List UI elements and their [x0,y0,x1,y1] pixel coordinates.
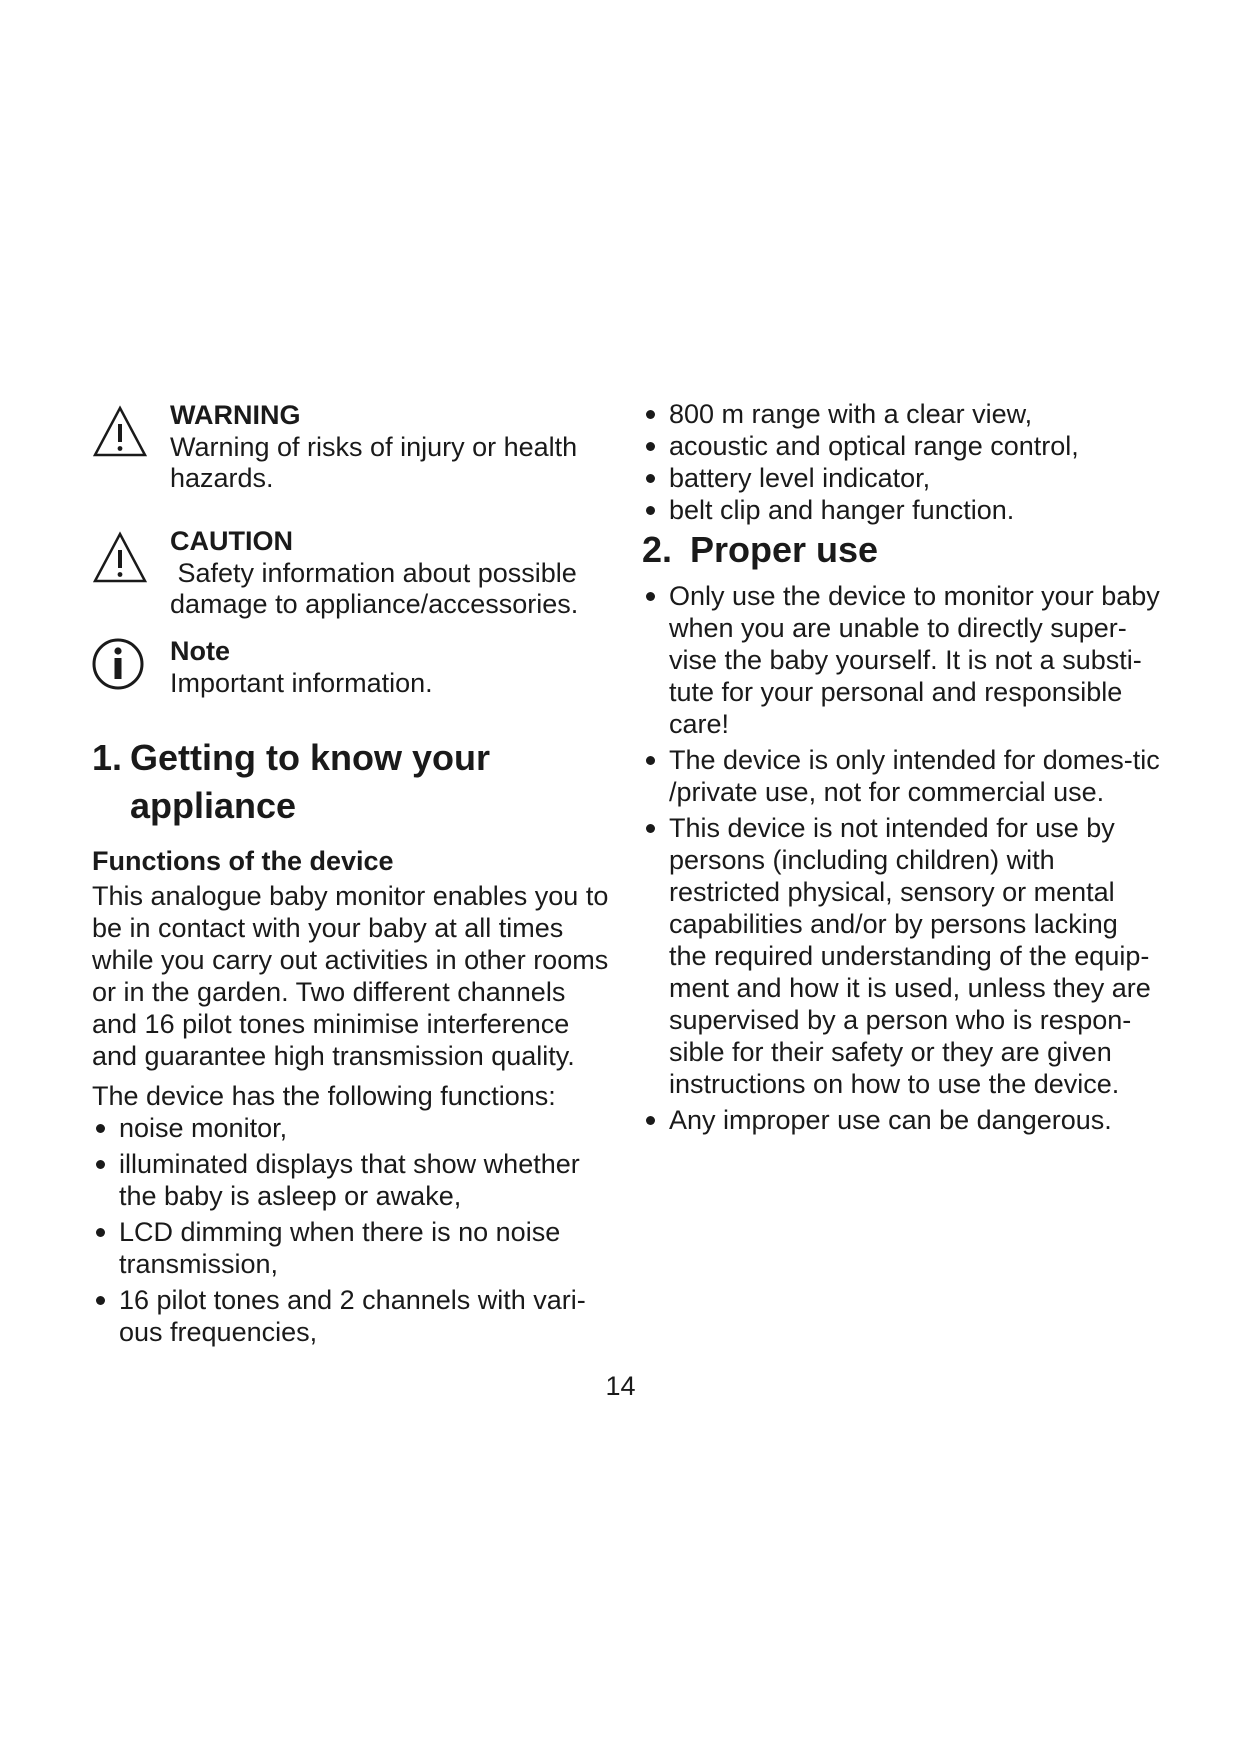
intro-paragraph: This analogue baby monitor enables you to be in contact with your baby at all times while you carry out activities in other rooms or in the garden. Two different channels and 16 pilot tones minimise interference and guarantee high transmission quality. [92,881,609,1071]
right-column [642,398,1162,1140]
warning-title: WARNING [170,400,301,430]
proper-use-list [642,580,1162,1136]
info-icon [92,636,148,692]
list-item: 800 m range with a clear view, [642,398,1162,430]
caution-notice [92,524,612,620]
caution-title: CAUTION [170,526,293,556]
caution-text: Safety information about possible damage to appliance/accessories. [170,558,585,619]
functions-lead: The device has the following functions: [92,1081,556,1111]
list-item: Only use the device to monitor your baby when you are unable to directly super-vise the baby yourself. It is not a substi-tute for your personal and responsible care! [642,580,1162,740]
list-item: 16 pilot tones and 2 channels with vari-ous frequencies, [92,1284,612,1348]
list-item: acoustic and optical range control, [642,430,1162,462]
list-item: LCD dimming when there is no noise transmission, [92,1216,612,1280]
warning-triangle-icon [92,404,148,460]
section-1-heading [92,734,612,830]
functions-list [92,1112,612,1348]
list-item: This device is not intended for use by persons (including children) with restricted physical, sensory or mental capabilities and/or by persons lacking the required understanding of the equip-ment and how it is used, unless they are supervised by a person who is respon-sible for their safety or they are given instructions on how to use the device. [642,812,1162,1100]
caution-triangle-icon [92,530,148,586]
functions-subheading: Functions of the device [92,846,394,876]
section-1-number: 1. [92,737,123,778]
warning-notice [92,398,612,494]
note-notice [92,634,612,704]
list-item: noise monitor, [92,1112,612,1144]
list-item: illuminated displays that show whether the baby is asleep or awake, [92,1148,612,1212]
list-item: Any improper use can be dangerous. [642,1104,1162,1136]
left-column [92,398,612,1352]
note-title: Note [170,636,230,666]
section-1-title: Getting to know your appliance [130,737,490,826]
list-item: The device is only intended for domes-tic /private use, not for commercial use. [642,744,1162,808]
section-2-heading [642,526,1162,574]
functions-list-continued [642,398,1162,526]
list-item: battery level indicator, [642,462,1162,494]
list-item: belt clip and hanger function. [642,494,1162,526]
page-number: 14 [605,1371,636,1401]
section-2-number: 2. [642,529,673,570]
warning-text: Warning of risks of injury or health hazards. [170,432,578,493]
note-text: Important information. [170,668,433,698]
section-2-title: Proper use [690,529,879,570]
